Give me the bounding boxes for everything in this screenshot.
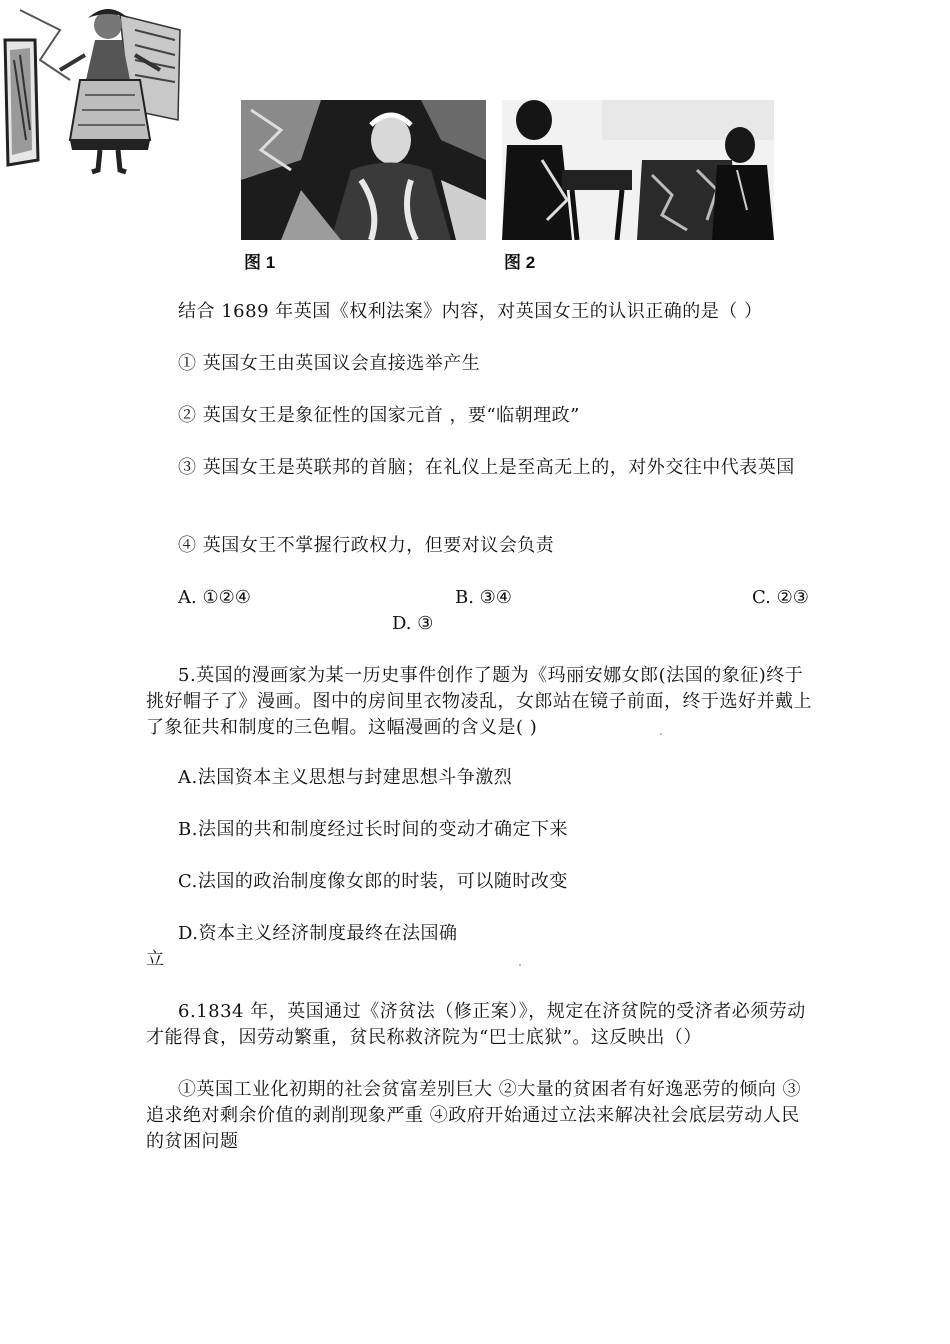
q5-stem: 5.英国的漫画家为某一历史事件创作了题为《玛丽安娜女郎(法国的象征)终于挑好帽子了》漫画。图中的房间里衣物凌乱，女郎站在镜子前面，终于选好并戴上了象征共和制度的三色帽。这幅漫画的含义是( ) xyxy=(146,665,812,738)
q4-item-1: ① 英国女王由英国议会直接选举产生 xyxy=(178,353,481,374)
figure-1-caption: 图 1 xyxy=(244,253,276,272)
photo-figure-1 xyxy=(241,100,486,240)
q6-items: ①英国工业化初期的社会贫富差别巨大 ②大量的贫困者有好逸恶劳的倾向 ③追求绝对剩余价值的剥削现象严重 ④政府开始通过立法来解决社会底层劳动人民的贫困问题 xyxy=(146,1079,801,1152)
q5-option-d: D.资本主义经济制度最终在法国确 xyxy=(178,923,458,944)
q4-stem: 结合 1689 年英国《权利法案》内容，对英国女王的认识正确的是（ ） xyxy=(178,301,763,322)
q4-option-b: B. ③④ xyxy=(455,587,512,608)
scan-speck xyxy=(660,733,662,735)
q5-option-c: C.法国的政治制度像女郎的时装，可以随时改变 xyxy=(178,871,568,892)
q5-option-a: A.法国资本主义思想与封建思想斗争激烈 xyxy=(178,767,513,788)
q4-option-c-text: C. ②③ xyxy=(752,587,809,608)
cartoon-illustration xyxy=(0,0,186,180)
q4-item-3: ③ 英国女王是英联邦的首脑；在礼仪上是至高无上的，对外交往中代表英国 xyxy=(178,457,795,478)
q4-option-d: D. ③ xyxy=(392,613,434,634)
q4-item-4: ④ 英国女王不掌握行政权力，但要对议会负责 xyxy=(178,535,555,556)
q6-stem: 6.1834 年，英国通过《济贫法（修正案）》，规定在济贫院的受济者必须劳动才能得食，因劳动繁重，贫民称救济院为“巴士底狱”。这反映出（） xyxy=(146,1001,806,1048)
q4-option-a: A. ①②④ xyxy=(178,587,251,608)
q5-option-b: B.法国的共和制度经过长时间的变动才确定下来 xyxy=(178,819,568,840)
q4-item-2: ② 英国女王是象征性的国家元首 ，要“临朝理政” xyxy=(178,405,580,426)
photo-figure-2 xyxy=(502,100,774,240)
figure-2-caption: 图 2 xyxy=(504,253,536,272)
scan-speck xyxy=(519,964,521,966)
q5-option-d-continued: 立 xyxy=(146,949,165,970)
